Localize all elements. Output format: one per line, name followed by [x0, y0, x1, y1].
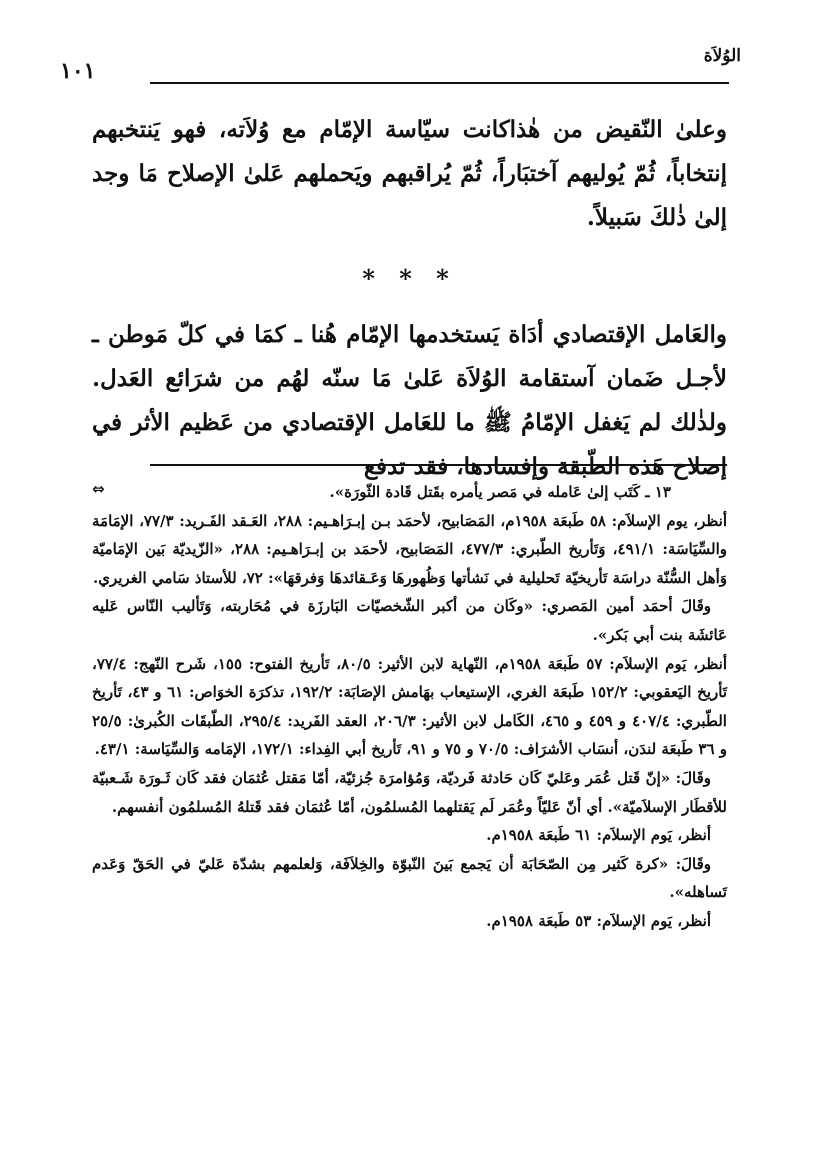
footnote-rule: [150, 464, 727, 466]
footnote-continuation-icon: ⇔: [92, 480, 105, 498]
page-number: ١٠١: [60, 58, 96, 84]
header-rule: [150, 82, 729, 84]
footnote-quote: وقَالَ: «إنّ قَتل عُمَر وعَليّ كَان حَادثة فَرديّة، وَمُؤامرَة جُزئيّة، أمّا مَقتل عُثمَان فقد كَان ثَـورَة شَـعبيّة للأقطَار الإسلاَميّة». أي أنّ عَليّاً وعُمَر لَم يَقتلهما المُسلمُون، أمّا عُثمَان فقد قَتلهُ المُسلمُون أنفسهم.: [92, 768, 727, 816]
section-separator: * * *: [362, 264, 457, 293]
footnote-reference: أنظر، يَوم الإسلاَم: ٦١ طَبعَة ١٩٥٨م.: [486, 826, 711, 845]
footnote-reference: أنظر، يَوم الإسلاَم: ٥٧ طَبعَة ١٩٥٨م، النّهاية لابن الأثير: ٨٠/٥، تَأريخ الفتوح: ١٥٥، شَرح النّهج: ٧٧/٤، تَأريخ اليَعقوبي: ١٥٢/٢ طَبعَة الغري، الإستيعاب بهَامش الإصَابَة: ١٩٢/٢، تذكرَة الخوَاص: ٦١ و ٤٣، تَأريخ الطّبري: ٤٠٧/٤ و ٤٥٩ و ٤٦٥، الكَامل لابن الأثير: ٢٠٦/٣، العقد الفَريد: ٢٩٥/٤، الطّبقَات الكُبرىٰ: ٢٥/٥ و ٣٦ طَبعَة لندَن، أنسَاب الأشرَاف: ٧٠/٥ و ٧٥ و ٩١، تَأريخ أبي الفِداء: ١٧٢/١، الإمَامه وَالسِّيَاسة: ٤٣/١.: [92, 654, 728, 759]
main-paragraph-2: والعَامل الإقتصادي أدَاة يَستخدمها الإمّام هُنا ـ كمَا في كلّ مَوطن ـ لأجـل ضَمان آستقامة الوُلاَة عَلىٰ مَا سنّه لهُم من شرَائع العَدل. ولذٰلك لم يَغفل الإمّامُ ﷺ ما للعَامل الإقتصادي من عَظيم الأثر في إصلاح هَذه الطّبقة وإفسادها، فقد تدفع: [92, 321, 727, 480]
main-paragraph-1: وعلىٰ النّقيض من هٰذاكانت سيّاسة الإمّام مع وُلاَته، فهو يَنتخبهم إنتخاباً، ثُمّ يُوليهم آختبَاراً، ثُمّ يُراقبهم ويَحملهم عَلىٰ الإصلاح مَا وجد إلىٰ ذٰلكَ سَبيلاً.: [92, 116, 727, 231]
footnote-quote: وقَالَ أحمَد أمين المَصري: «وكَان من أكبر الشّخصيّات البَارزَة في مُحَاربته، وَتَأليب النّاس عَليه عَائشَة بنت أبي بَكر».: [92, 597, 727, 644]
running-title: الوُلاَة: [703, 46, 741, 66]
footnotes: [92, 478, 727, 936]
footnote-entry: ١٣ ـ كَتَب إلىٰ عَامله في مَصر يأمره بقَتل قَادة الثّورَة».: [329, 483, 671, 501]
footnote-reference: أنظر، يوم الإسلاَم: ٥٨ طَبعَة ١٩٥٨م، المَصَابيح، لأحمَد بـن إبـرَاهـيم: ٢٨٨، العَـقد الفَـريد: ٧٧/٣، الإمَامَة والسِّيَاسَة: ٤٩١/١، وَتَأريخ الطّبري: ٤٧٧/٣، المَصَابيح، لأحمَد بن إبـرَاهـيم: ٢٨٨، «الزّيديّة بَين الإمَاميّة وَأهل السُّنّة دراسَة تَأريخيّة تَحليلية في نَشأتها وَظُهورهَا وَعَـقائدهَا وَفرقهَا»: ٧٢، للأستاذ سَامي الغريري.: [92, 511, 728, 587]
main-text: [92, 108, 727, 489]
footnote-reference: أنظر، يَوم الإسلاَم: ٥٣ طَبعَة ١٩٥٨م.: [486, 911, 711, 930]
footnote-quote: وقَالَ: «كرة كَثير مِن الصّحَابَة أن يَجمع بَينَ النّبوّة والخِلاَفَة، وَلعلمهم بشدّة عَليّ في الحَقّ وَعَدم تَساهله».: [92, 854, 727, 902]
